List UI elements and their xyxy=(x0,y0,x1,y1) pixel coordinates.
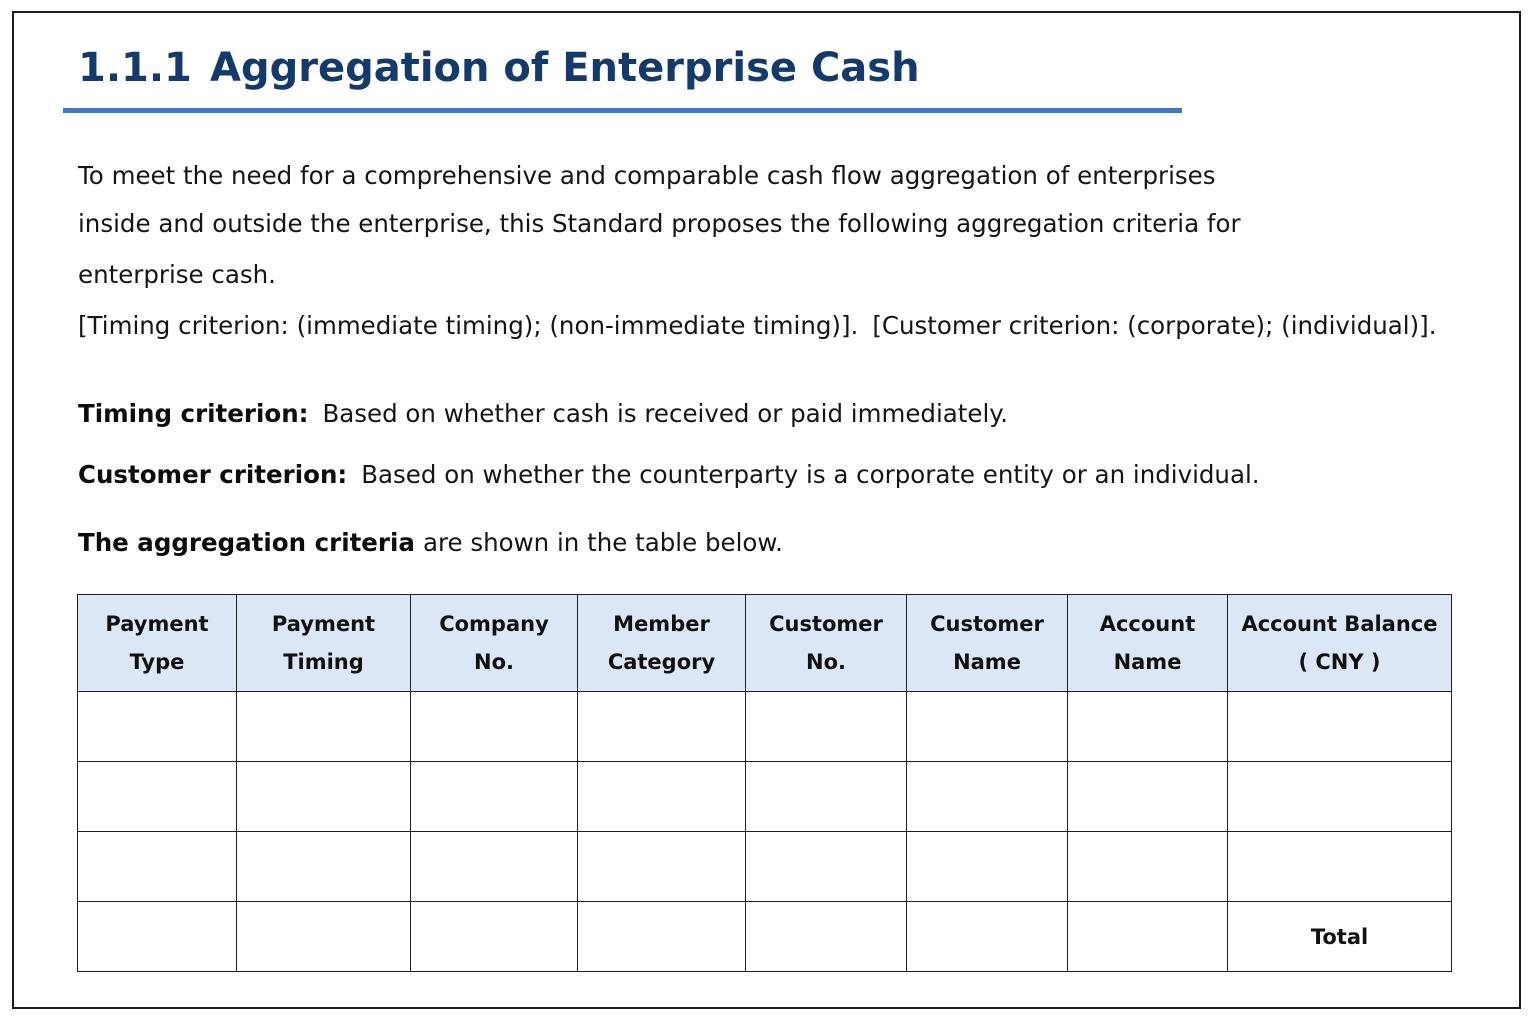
table-intro-bold: The aggregation criteria xyxy=(78,528,415,557)
column-header-member-category: Member Category xyxy=(578,595,746,692)
table-cell[interactable] xyxy=(578,762,746,832)
column-header-payment-timing: Payment Timing xyxy=(237,595,411,692)
table-cell[interactable] xyxy=(746,692,907,762)
intro-line-2: inside and outside the enterprise, this Standard proposes the following aggregation criteria for xyxy=(78,209,1241,238)
intro-line-3: enterprise cash. xyxy=(78,260,276,289)
timing-label: Timing criterion: xyxy=(78,399,309,428)
customer-label: Customer criterion: xyxy=(78,460,348,489)
timing-text: Based on whether cash is received or paid immediately. xyxy=(322,399,1009,428)
table-total-row xyxy=(78,902,1452,972)
table-cell[interactable] xyxy=(746,902,907,972)
table-cell[interactable] xyxy=(237,902,411,972)
table-intro xyxy=(78,528,783,558)
column-header-account-balance: Account Balance ( CNY ) xyxy=(1228,595,1452,692)
column-header-payment-type: Payment Type xyxy=(78,595,237,692)
table-row xyxy=(78,692,1452,762)
table-cell[interactable] xyxy=(578,832,746,902)
table-cell[interactable] xyxy=(907,832,1068,902)
table-cell[interactable] xyxy=(1068,832,1228,902)
table-cell[interactable] xyxy=(78,762,237,832)
aggregation-table xyxy=(77,594,1452,972)
table-cell[interactable] xyxy=(237,692,411,762)
table-row xyxy=(78,762,1452,832)
table-cell[interactable] xyxy=(1228,762,1452,832)
customer-definition xyxy=(78,460,1260,490)
table-cell[interactable] xyxy=(78,832,237,902)
table-cell[interactable] xyxy=(907,902,1068,972)
table-cell[interactable] xyxy=(578,692,746,762)
table-cell[interactable] xyxy=(78,692,237,762)
table-cell[interactable] xyxy=(1068,902,1228,972)
table-cell[interactable] xyxy=(907,762,1068,832)
timing-bracket: [Timing criterion: (immediate timing); (non-immediate timing)]. xyxy=(78,311,859,340)
table-header-row xyxy=(78,595,1452,692)
intro-line-1: To meet the need for a comprehensive and comparable cash flow aggregation of enterprises xyxy=(78,161,1216,190)
timing-definition xyxy=(78,399,1008,429)
column-header-account-name: Account Name xyxy=(1068,595,1228,692)
table-cell[interactable] xyxy=(78,902,237,972)
table-cell[interactable] xyxy=(907,692,1068,762)
table-intro-rest: are shown in the table below. xyxy=(422,528,783,557)
criteria-brackets xyxy=(78,311,1437,341)
table-cell[interactable] xyxy=(1228,832,1452,902)
column-header-company-no: Company No. xyxy=(411,595,578,692)
table-cell[interactable] xyxy=(578,902,746,972)
customer-bracket: [Customer criterion: (corporate); (individual)]. xyxy=(872,311,1437,340)
table-cell[interactable] xyxy=(237,832,411,902)
section-title: Aggregation of Enterprise Cash xyxy=(210,45,920,91)
table-cell[interactable] xyxy=(237,762,411,832)
table-cell[interactable] xyxy=(411,692,578,762)
column-header-customer-no: Customer No. xyxy=(746,595,907,692)
table-cell[interactable] xyxy=(411,762,578,832)
total-cell: Total xyxy=(1228,902,1452,972)
table-cell[interactable] xyxy=(1068,762,1228,832)
table-cell[interactable] xyxy=(1228,692,1452,762)
section-number: 1.1.1 xyxy=(78,45,192,91)
table-cell[interactable] xyxy=(1068,692,1228,762)
table-cell[interactable] xyxy=(746,832,907,902)
table-cell[interactable] xyxy=(746,762,907,832)
section-heading xyxy=(78,38,920,98)
table-cell[interactable] xyxy=(411,832,578,902)
column-header-customer-name: Customer Name xyxy=(907,595,1068,692)
table-row xyxy=(78,832,1452,902)
table-cell[interactable] xyxy=(411,902,578,972)
customer-text: Based on whether the counterparty is a corporate entity or an individual. xyxy=(361,460,1260,489)
heading-underline xyxy=(63,108,1182,113)
